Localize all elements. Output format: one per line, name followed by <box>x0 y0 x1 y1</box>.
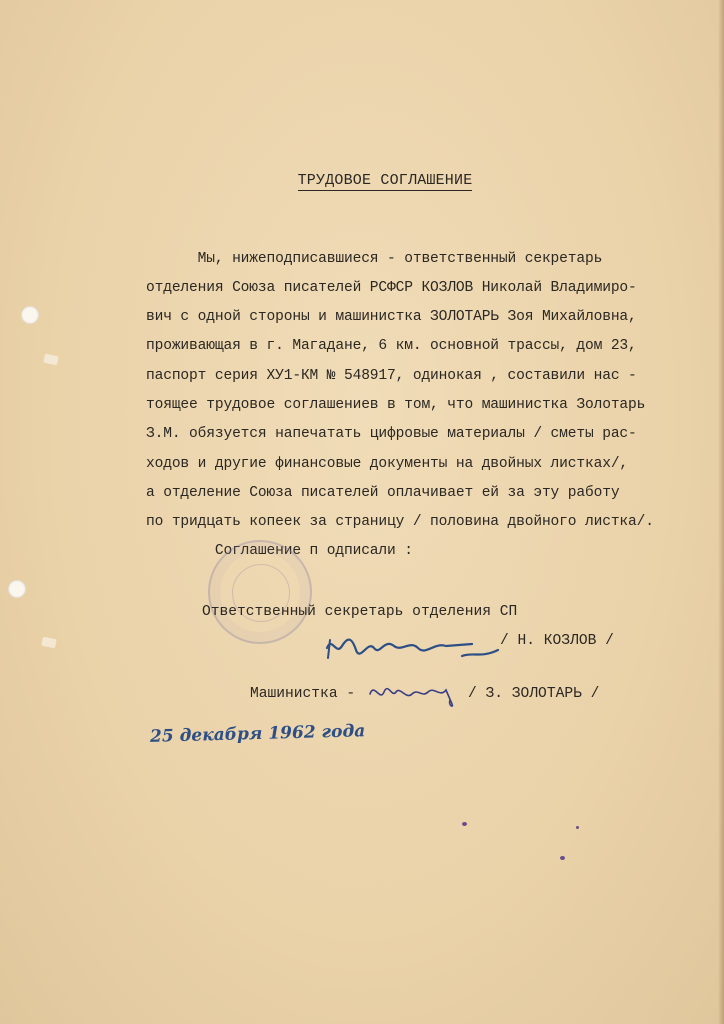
typist-name: / З. ЗОЛОТАРЬ / <box>468 686 600 702</box>
body-line: паспорт серия ХУ1-КМ № 548917, одинокая , составили нас - <box>146 368 637 384</box>
document-title <box>0 172 724 189</box>
body-line: а отделение Союза писателей оплачивает ей за эту работу <box>146 485 620 501</box>
punch-hole-bottom <box>8 580 26 598</box>
body-line: проживающая в г. Магадане, 6 км. основной трассы, дом 23, <box>146 338 637 354</box>
secretary-name: / Н. КОЗЛОВ / <box>500 633 614 649</box>
typist-signature <box>366 676 462 710</box>
body-line: вич с одной стороны и машинистка ЗОЛОТАРЬ Зоя Михайловна, <box>146 309 637 325</box>
body-line: Мы, нижеподписавшиеся - ответственный секретарь <box>146 251 603 267</box>
ink-speck <box>462 822 467 826</box>
body-line: тоящее трудовое соглашениев в том, что машинистка Золотарь <box>146 397 646 413</box>
body-line: по тридцать копеек за страницу / половина двойного листка/. <box>146 514 654 530</box>
body-line: ходов и другие финансовые документы на двойных листках/, <box>146 456 629 472</box>
handwritten-date: 25 декабря 1962 года <box>149 721 366 747</box>
ink-speck <box>576 826 579 829</box>
punch-hole-top <box>21 306 39 324</box>
body-line: отделения Союза писателей РСФСР КОЗЛОВ Николай Владимиро- <box>146 280 637 296</box>
faded-stamp <box>208 540 312 644</box>
body-line: З.М. обязуется напечатать цифровые материалы / сметы рас- <box>146 426 637 442</box>
typist-label: Машинистка - <box>250 686 356 702</box>
document-title-text: ТРУДОВОЕ СОГЛАШЕНИЕ <box>297 172 473 189</box>
paper-edge-shadow <box>718 0 724 1024</box>
ink-speck <box>560 856 565 860</box>
secretary-title: Ответственный секретарь отделения СП <box>202 604 518 620</box>
secretary-signature <box>322 626 502 666</box>
body-line: Соглашение п одписали : <box>146 543 413 559</box>
